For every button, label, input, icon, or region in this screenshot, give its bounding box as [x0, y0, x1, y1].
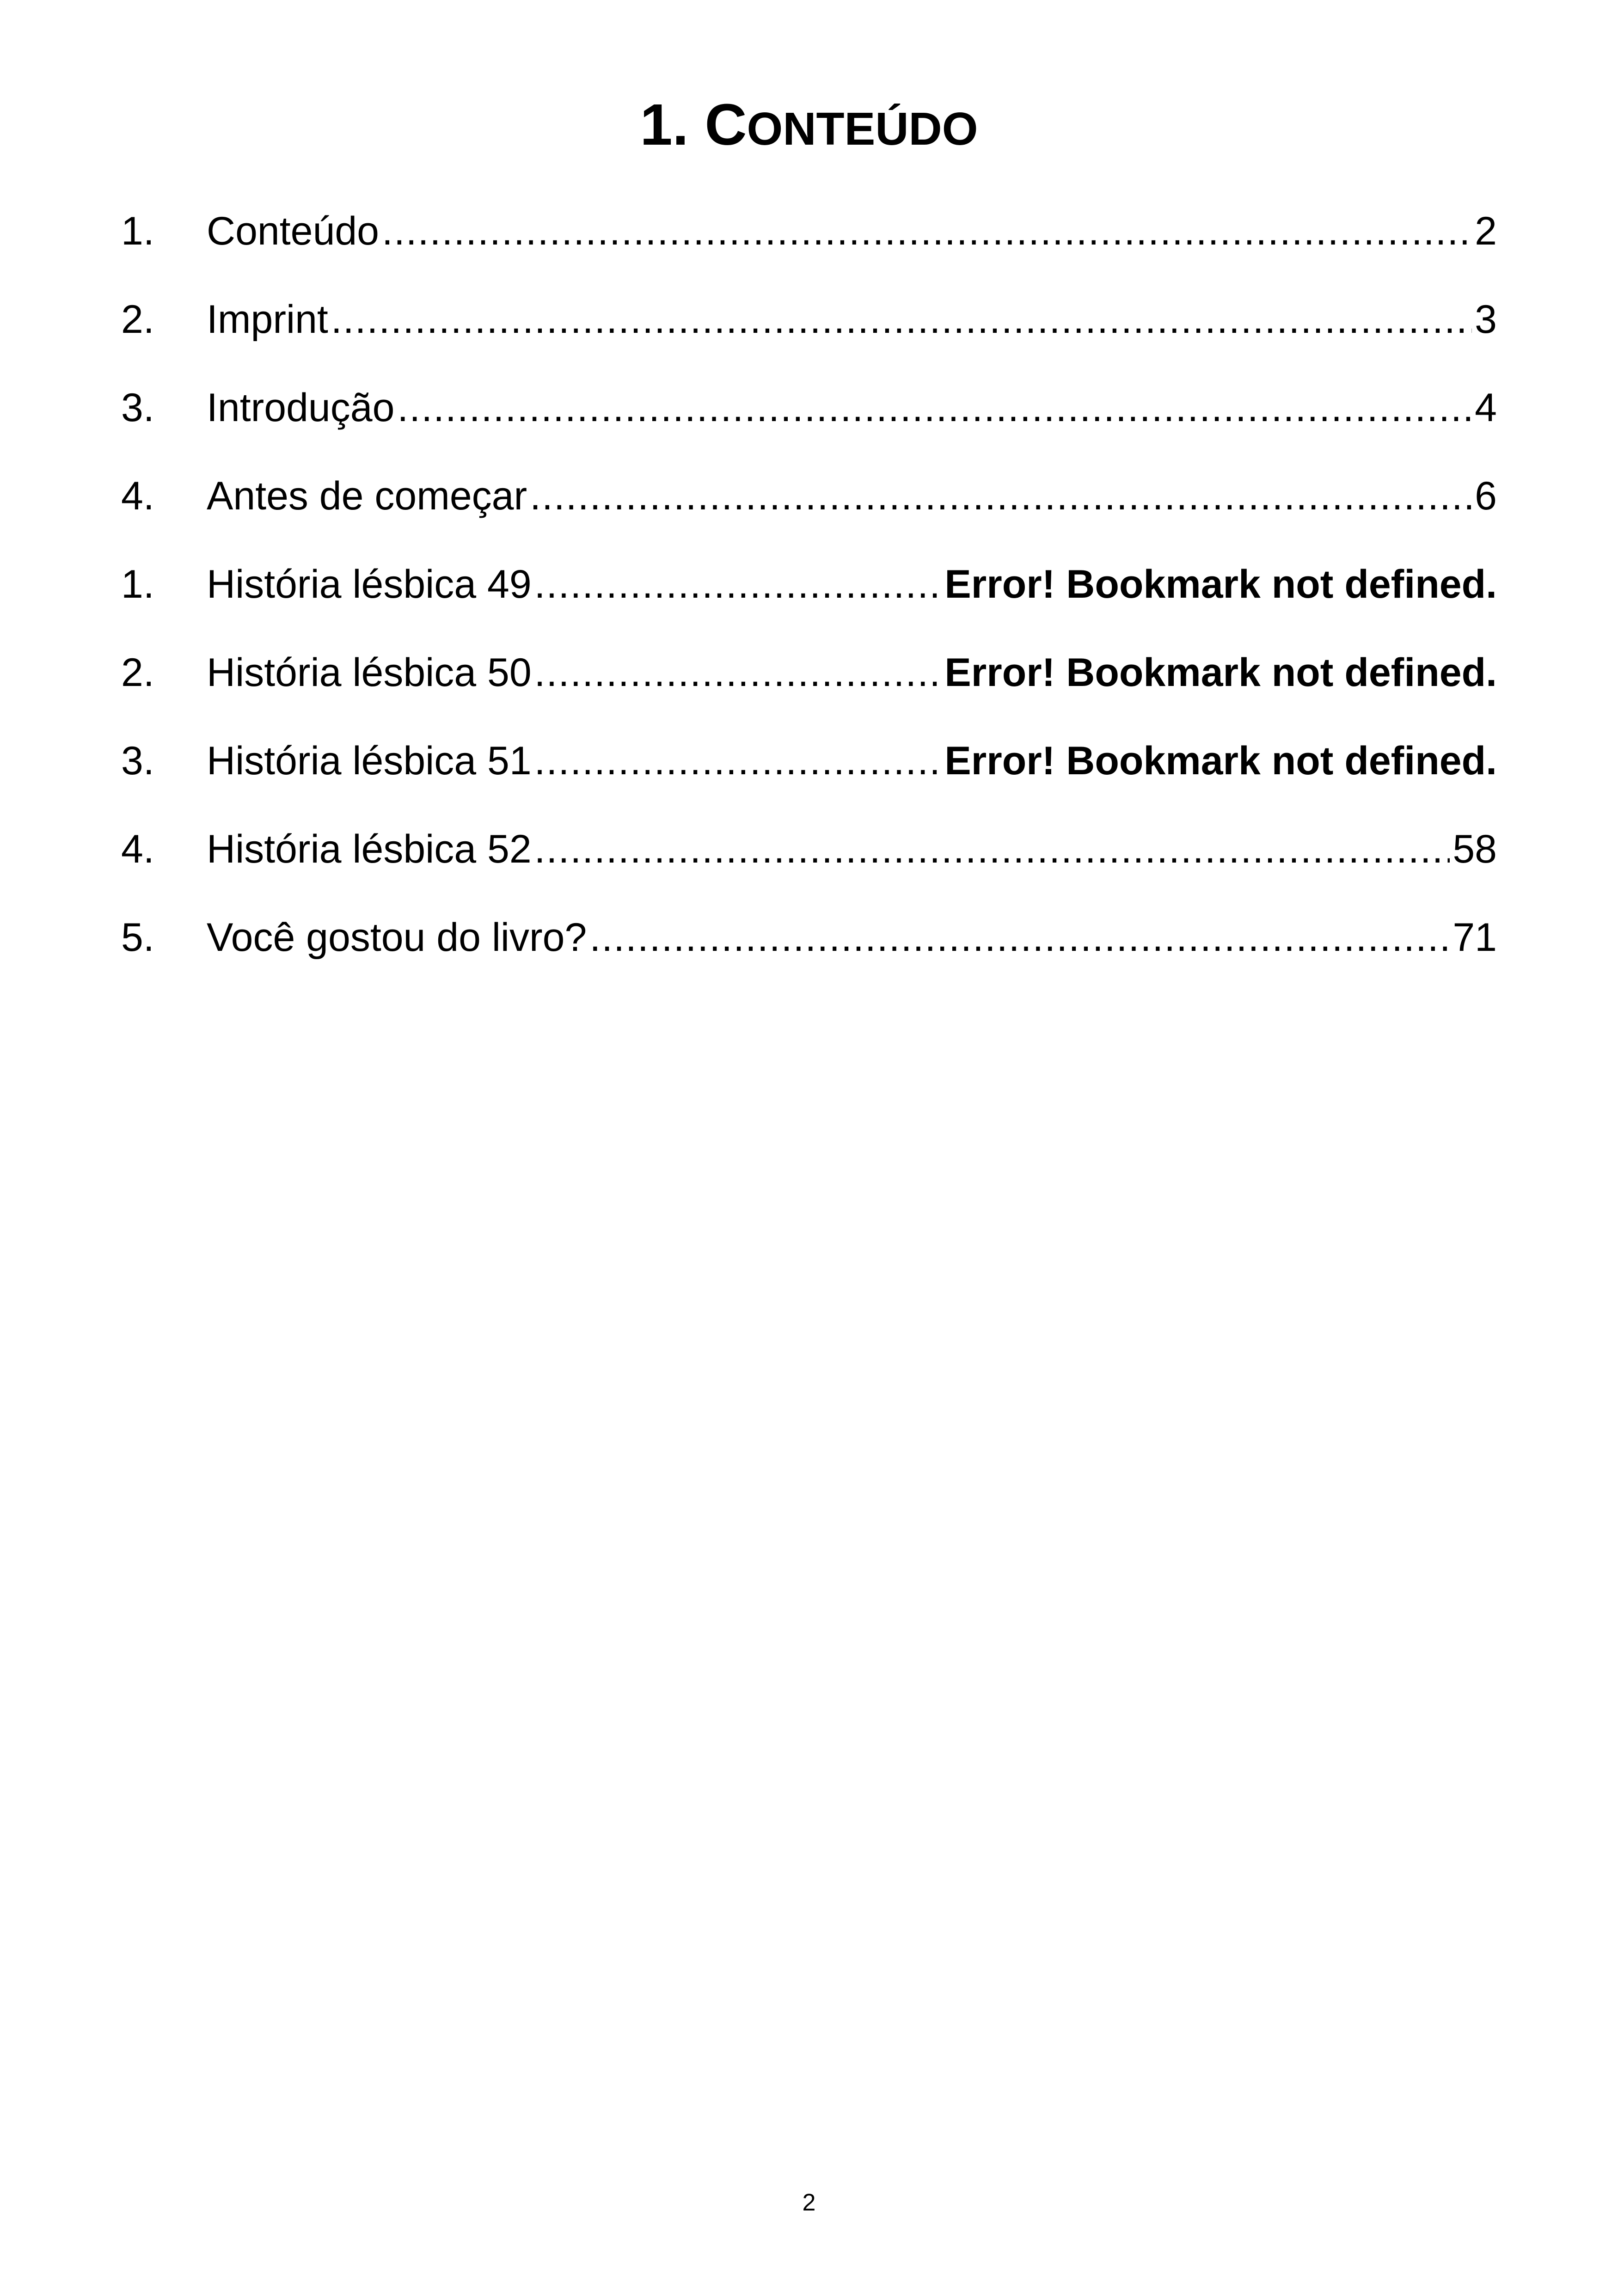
- toc-entry[interactable]: [121, 364, 1497, 452]
- toc-entry-label: Introdução: [207, 386, 395, 430]
- toc-entry-label: Antes de começar: [207, 474, 527, 518]
- toc-entry[interactable]: [121, 540, 1497, 629]
- toc-entry-page-error: Error! Bookmark not defined.: [944, 739, 1497, 783]
- toc-entry-page-error: Error! Bookmark not defined.: [944, 650, 1497, 695]
- toc-entry[interactable]: [121, 276, 1497, 364]
- page-title: [0, 90, 1618, 164]
- toc-entry-number: 1.: [121, 209, 154, 253]
- toc-entry[interactable]: [121, 894, 1497, 982]
- toc-entry-page: 3: [1475, 297, 1497, 342]
- toc-entry[interactable]: [121, 805, 1497, 894]
- toc-entry-number: 3.: [121, 739, 154, 783]
- heading-initial: C: [705, 92, 747, 157]
- toc-entry-number: 3.: [121, 386, 154, 430]
- toc-entry[interactable]: [121, 452, 1497, 540]
- toc-entry-number: 2.: [121, 297, 154, 342]
- dot-leader: [331, 276, 1472, 364]
- toc-entry-label: História lésbica 52: [207, 827, 532, 871]
- dot-leader: [397, 364, 1472, 452]
- toc-entry-label: Conteúdo: [207, 209, 379, 253]
- toc-entry-label: Você gostou do livro?: [207, 915, 587, 960]
- heading-number: 1.: [640, 92, 689, 157]
- toc-entry-page: 71: [1453, 915, 1497, 960]
- toc-entry-page: 6: [1475, 474, 1497, 518]
- toc-entry-page: 4: [1475, 386, 1497, 430]
- dot-leader: [534, 805, 1450, 894]
- dot-leader: [530, 452, 1472, 540]
- dot-leader: [589, 894, 1450, 982]
- dot-leader: [534, 717, 942, 805]
- heading-rest: ONTEÚDO: [747, 103, 978, 155]
- page-number: 2: [802, 2189, 816, 2216]
- dot-leader: [382, 187, 1472, 276]
- toc-entry-number: 4.: [121, 474, 154, 518]
- toc-entry-label: História lésbica 51: [207, 739, 532, 783]
- table-of-contents: [121, 187, 1497, 982]
- toc-entry[interactable]: [121, 629, 1497, 717]
- toc-entry-label: História lésbica 49: [207, 562, 532, 606]
- dot-leader: [534, 540, 942, 629]
- toc-entry-number: 4.: [121, 827, 154, 871]
- toc-entry-number: 1.: [121, 562, 154, 606]
- dot-leader: [534, 629, 942, 717]
- toc-entry-label: Imprint: [207, 297, 328, 342]
- toc-entry-page-error: Error! Bookmark not defined.: [944, 562, 1497, 606]
- toc-entry-label: História lésbica 50: [207, 650, 532, 695]
- toc-entry-page: 2: [1475, 209, 1497, 253]
- toc-entry-number: 5.: [121, 915, 154, 960]
- toc-entry-page: 58: [1453, 827, 1497, 871]
- toc-entry[interactable]: [121, 187, 1497, 276]
- toc-entry[interactable]: [121, 717, 1497, 805]
- toc-entry-number: 2.: [121, 650, 154, 695]
